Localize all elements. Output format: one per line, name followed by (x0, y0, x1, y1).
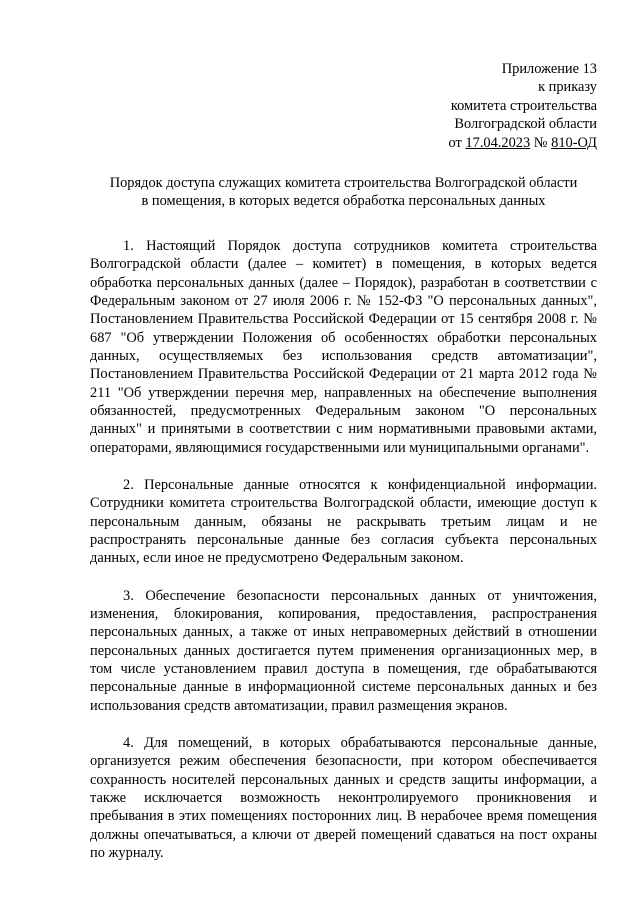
appendix-order-ref: к приказу (538, 79, 597, 96)
order-number: 810-ОД (551, 134, 597, 151)
title-line-2: в помещения, в которых ведется обработка персональных данных (141, 193, 546, 210)
paragraph-1: 1. Настоящий Порядок доступа сотрудников комитета строительства Волгоградской области (далее – комитет) в помещения, в которых ведется обработка персональных данных (далее – Порядок), разработан в соответствии с Федеральным законом от 27 июля 2006 г. № 152-ФЗ "О персональных данных", Постановлением Правительства Российской Федерации от 15 сентября 2008 г. № 687 "Об утверждении Положения об особенностях обработки персональных данных, осуществляемых без использования средств автоматизации", Постановлением Правительства Российской Федерации от 21 марта 2012 года № 211 "Об утверждении перечня мер, направленных на обеспечение выполнения обязанностей, предусмотренных Федеральным законом "О персональных данных" и принятыми в соответствии с ним нормативными правовыми актами, операторами, являющимися государственными или муниципальными органами". (90, 237, 597, 456)
order-date: 17.04.2023 (465, 134, 531, 151)
appendix-date-line (90, 134, 597, 152)
appendix-committee: комитета строительства (450, 97, 597, 114)
paragraph-4: 4. Для помещений, в которых обрабатываются персональные данные, организуется режим обеспечения безопасности, при котором обеспечивается сохранность носителей персональных данных и средств защиты информации, а также исключается возможность неконтролируемого проникновения и пребывания в этих помещениях посторонних лиц. В нерабочее время помещения должны опечатываться, а ключи от дверей помещений сдаваться на пост охраны по журналу. (90, 735, 597, 862)
number-sign: № (530, 134, 552, 151)
appendix-region: Волгоградской области (454, 116, 597, 133)
paragraph-3: 3. Обеспечение безопасности персональных данных от уничтожения, изменения, блокирования, копирования, предоставления, распространения персональных данных, а также от иных неправомерных действий в отношении персональных данных достигается путем применения организационных мер, в том числе установлением правил доступа в помещения, где обрабатываются персональные данные в информационной системе персональных данных и без использования средств автоматизации, правил размещения экранов. (90, 587, 597, 714)
appendix-number: Приложение 13 (501, 61, 597, 77)
paragraph-2: 2. Персональные данные относятся к конфиденциальной информации. Сотрудники комитета строительства Волгоградской области, имеющие доступ к персональным данным, обязаны не раскрывать третьим лицам и не распространять персональные данные без согласия субъекта персональных данных, если иное не предусмотрено Федеральным законом. (90, 476, 597, 567)
date-prefix: от (448, 134, 466, 151)
title-line-1: Порядок доступа служащих комитета строительства Волгоградской области (109, 175, 578, 192)
document-title (90, 174, 597, 211)
appendix-header (90, 60, 597, 152)
